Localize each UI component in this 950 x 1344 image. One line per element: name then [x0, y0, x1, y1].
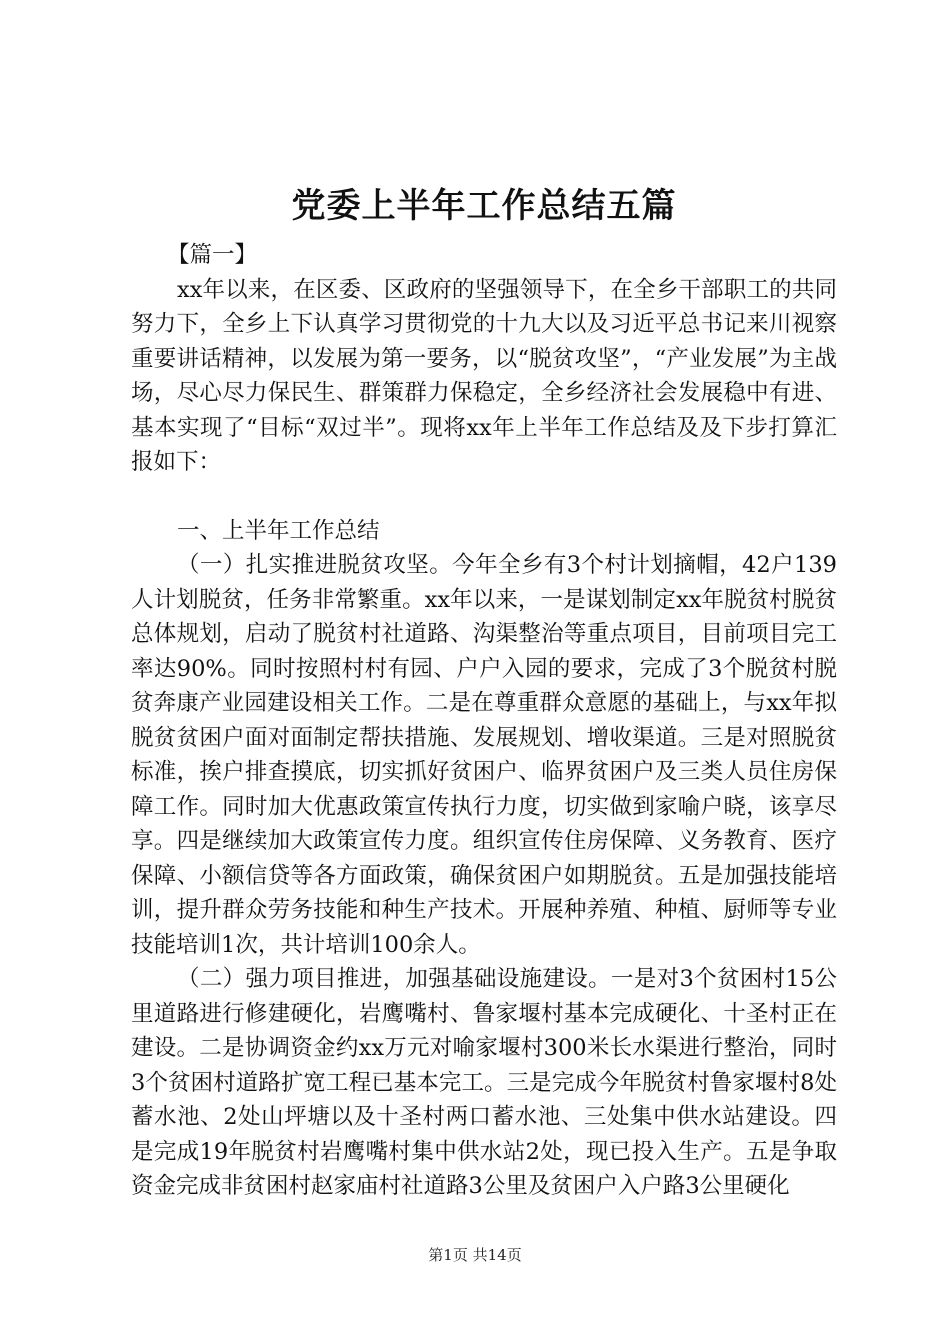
document-title: 党委上半年工作总结五篇: [291, 186, 677, 226]
part-label: 【篇一】: [167, 242, 258, 268]
section-heading: 一、上半年工作总结: [177, 517, 380, 544]
body-paragraph-1: （一）扎实推进脱贫攻坚。今年全乡有3个村计划摘帽，42户139人计划脱贫，任务非常繁重。xx年以来，一是谋划制定xx年脱贫村脱贫总体规划，启动了脱贫村社道路、沟渠整治等重点项目，目前项目完工率达90%。同时按照村村有园、户户入园的要求，完成了3个脱贫村脱贫奔康产业园建设相关工作。二是在尊重群众意愿的基础上，与xx年拟脱贫贫困户面对面制定帮扶措施、发展规划、增收渠道。三是对照脱贫标准，挨户排查摸底，切实抓好贫困户、临界贫困户及三类人员住房保障工作。同时加大优惠政策宣传执行力度，切实做到家喻户晓，该享尽享。四是继续加大政策宣传力度。组织宣传住房保障、义务教育、医疗保障、小额信贷等各方面政策，确保贫困户如期脱贫。五是加强技能培训，提升群众劳务技能和种生产技术。开展种养殖、种植、厨师等专业技能培训1次，共计培训100余人。: [131, 552, 837, 958]
page-footer: 第1页 共14页: [428, 1246, 522, 1264]
document-page: [131, 180, 837, 1204]
body-paragraph-2: （二）强力项目推进，加强基础设施建设。一是对3个贫困村15公里道路进行修建硬化，岩鹰嘴村、鲁家堰村基本完成硬化、十圣村正在建设。二是协调资金约xx万元对喻家堰村300米长水渠进行整治，同时3个贫困村道路扩宽工程已基本完工。三是完成今年脱贫村鲁家堰村8处蓄水池、2处山坪塘以及十圣村两口蓄水池、三处集中供水站建设。四是完成19年脱贫村岩鹰嘴村集中供水站2处，现已投入生产。五是争取资金完成非贫困村赵家庙村社道路3公里及贫困户入户路3公里硬化: [131, 966, 837, 1199]
intro-paragraph: xx年以来，在区委、区政府的坚强领导下，在全乡干部职工的共同努力下，全乡上下认真学习贯彻党的十九大以及习近平总书记来川视察重要讲话精神，以发展为第一要务，以“脱贫攻坚”，“产业发展”为主战场，尽心尽力保民生、群策群力保稳定，全乡经济社会发展稳中有进、基本实现了“目标“双过半”。现将xx年上半年工作总结及及下步打算汇报如下：: [131, 276, 837, 475]
paragraph-spacer: [131, 480, 837, 514]
